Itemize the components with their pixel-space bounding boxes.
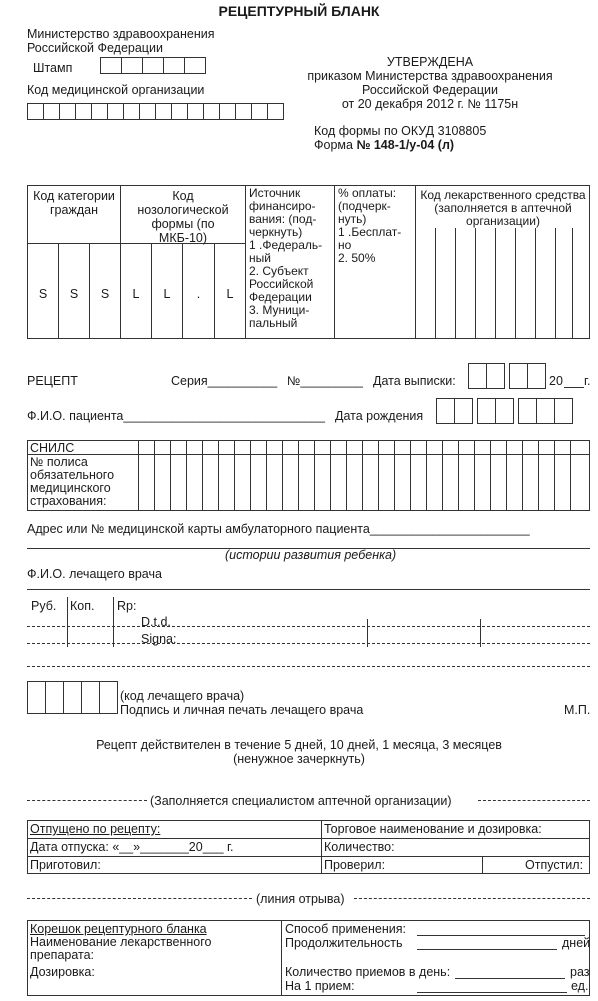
payment-percent-text: % оплаты: (подчерк- нуть) 1 .Бесплат- но 2. 50% [338,186,402,265]
approved-heading: УТВЕРЖДЕНА [386,55,474,69]
pharmacy-fill-note: (Заполняется специалистом аптечной организации) [150,794,452,808]
form-number-value: № 148-1/у-04 (л) [356,138,455,152]
year-suffix: г. [584,374,591,388]
trade-name-label: Торговое наименование и дозировка: [324,822,542,836]
issue-date-boxes[interactable] [468,363,545,389]
seal-mark: М.П. [564,703,591,717]
birth-date-boxes[interactable] [436,398,572,424]
ministry-line-1: Министерство здравоохранения [27,27,215,41]
signature-label: Подпись и личная печать лечащего врача [120,703,364,717]
quantity-label: Количество: [324,840,395,854]
dispensed-label: Отпущено по рецепту: [30,822,161,836]
approved-line-3: от 20 декабря 2012 г. № 1175н [341,97,519,111]
kop-label: Коп. [70,599,95,613]
category-cell: S [100,287,110,301]
financing-source-text: Источник финансиро- вания: (под- черкнуть) 1 .Федераль- ный 2. Субъект Российской Федерации 3. Муници- пальный [249,186,323,330]
released-label: Отпустил: [525,858,584,872]
recipe-number[interactable]: №_________ [287,374,363,388]
page-title: РЕЦЕПТУРНЫЙ БЛАНК [218,3,380,19]
form-number: Форма № 148-1/у-04 (л) [314,138,455,152]
drug-code-header: Код лекарственного средства (заполняется в аптечной организации) [420,188,586,228]
address-label[interactable]: Адрес или № медицинской карты амбулаторного пациента_______________________ [27,522,530,536]
nosology-cell: L [163,287,171,301]
dtd-label: D.t.d. [141,615,171,629]
rub-label: Руб. [31,599,57,613]
category-cell: S [38,287,48,301]
stamp-boxes[interactable] [100,57,205,74]
stub-title: Корешок рецептурного бланка [30,922,207,936]
address-note: (истории развития ребенка) [225,548,397,562]
stub-drug-name: Наименование лекарственного препарата: [30,935,212,962]
okud-code: Код формы по ОКУД 3108805 [314,124,487,138]
issue-date-label: Дата выписки: [373,374,456,388]
category-cell: S [69,287,79,301]
validity-note: (ненужное зачеркнуть) [233,752,365,766]
nosology-cell: . [196,287,201,301]
stub-units: ед. [571,979,589,993]
approved-line-1: приказом Министерства здравоохранения [307,69,553,83]
prepared-label: Приготовил: [30,858,101,872]
stub-times: раз [570,965,590,979]
policy-label: № полиса обязательного медицинского страхования: [30,455,115,508]
org-code-label: Код медицинской организации [27,83,205,97]
tear-line-label: (линия отрыва) [256,892,345,906]
patient-name-label[interactable]: Ф.И.О. пациента_____________________________ [27,409,325,423]
stub-method: Способ применения: [285,922,406,936]
doctor-code-label: (код лечащего врача) [120,689,245,703]
org-code-boxes[interactable] [27,103,283,120]
category-code-header: Код категории граждан [33,189,115,217]
validity-text: Рецепт действителен в течение 5 дней, 10 дней, 1 месяца, 3 месяцев [96,738,502,752]
stub-times-per-day: Количество приемов в день: [285,965,451,979]
nosology-code-header: Код нозологической формы (по МКБ-10) [137,189,229,245]
nosology-cell: L [132,287,140,301]
signa-label: Signa: [141,632,177,646]
stub-duration: Продолжительность [285,936,403,950]
recipe-series[interactable]: Серия__________ [171,374,278,388]
birth-date-label: Дата рождения [335,409,424,423]
doctor-name-label: Ф.И.О. лечащего врача [27,567,162,581]
year-prefix: 20 [549,374,563,388]
recipe-label: РЕЦЕПТ [27,374,78,388]
stub-dosage: Дозировка: [30,965,95,979]
doctor-code-boxes[interactable] [27,681,117,714]
checked-label: Проверил: [324,858,386,872]
ministry-line-2: Российской Федерации [27,41,163,55]
stamp-label: Штамп [33,61,73,75]
stub-per-dose: На 1 прием: [285,979,355,993]
dispense-date-label[interactable]: Дата отпуска: «__»_______20___ г. [30,840,234,854]
rp-label: Rp: [117,599,137,613]
approved-line-2: Российской Федерации [362,83,498,97]
nosology-cell: L [226,287,234,301]
stub-days: дней [562,936,591,950]
snils-label: СНИЛС [30,441,75,455]
